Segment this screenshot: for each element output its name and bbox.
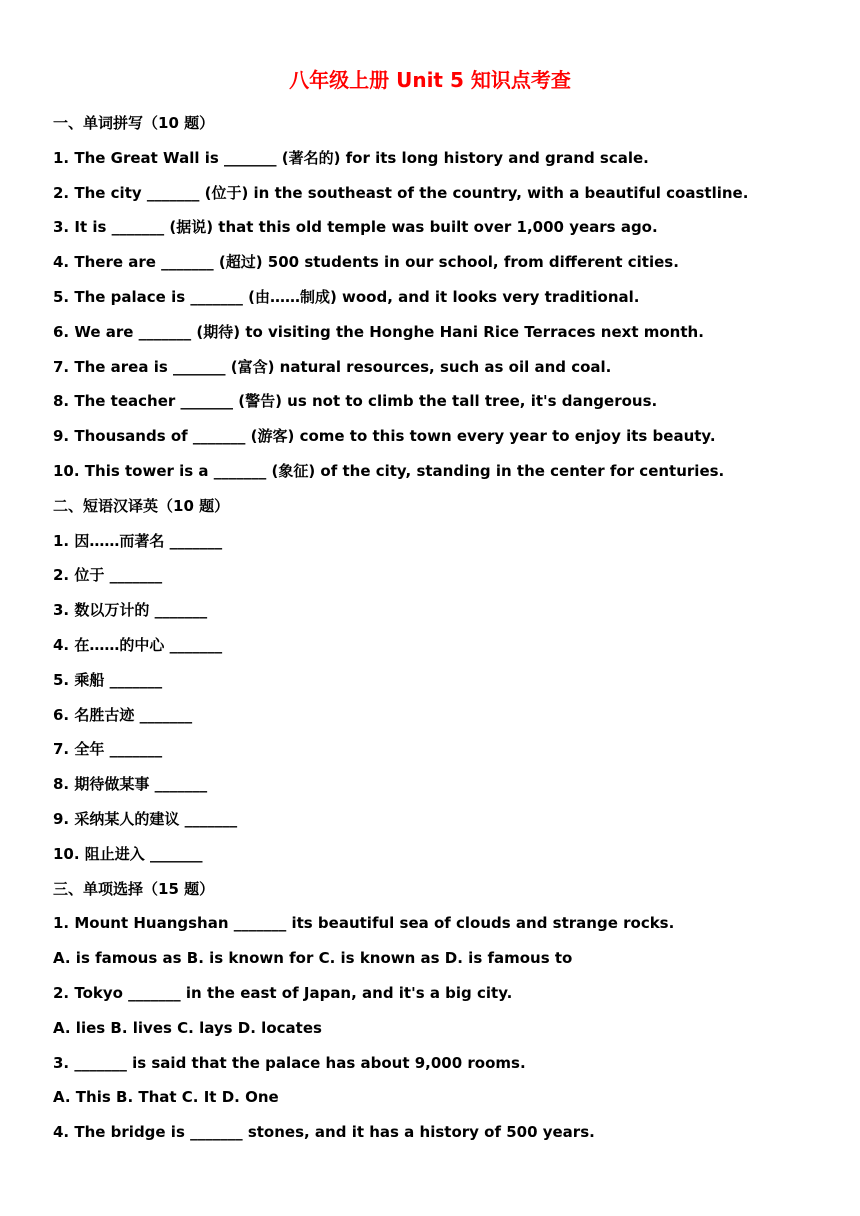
question-line: 1. The Great Wall is _______ (著名的) for its long history and grand scale.: [53, 148, 649, 167]
phrase-line: 2. 位于 _______: [53, 566, 163, 585]
question-line: 2. Tokyo _______ in the east of Japan, and it's a big city.: [53, 983, 513, 1002]
question-line: 10. This tower is a _______ (象征) of the city, standing in the center for centuries.: [53, 461, 725, 480]
section-heading-spelling: 一、单词拼写（10 题）: [53, 114, 215, 132]
phrase-line: 7. 全年 _______: [53, 740, 163, 759]
question-line: 4. The bridge is _______ stones, and it has a history of 500 years.: [53, 1123, 595, 1142]
question-line: 9. Thousands of _______ (游客) come to this town every year to enjoy its beauty.: [53, 427, 716, 446]
options-line: A. lies B. lives C. lays D. locates: [53, 1018, 322, 1037]
phrase-line: 4. 在……的中心 _______: [53, 635, 223, 654]
question-line: 3. _______ is said that the palace has about 9,000 rooms.: [53, 1053, 526, 1072]
phrase-line: 6. 名胜古迹 _______: [53, 705, 193, 724]
document-body: [53, 111, 833, 1155]
phrase-line: 10. 阻止进入 _______: [53, 844, 203, 863]
question-line: 7. The area is _______ (富含) natural resources, such as oil and coal.: [53, 357, 612, 376]
options-line: A. is famous as B. is known for C. is known as D. is famous to: [53, 949, 573, 968]
phrase-line: 3. 数以万计的 _______: [53, 601, 208, 620]
question-line: 6. We are _______ (期待) to visiting the Honghe Hani Rice Terraces next month.: [53, 322, 704, 341]
section-heading-translation: 二、短语汉译英（10 题）: [53, 496, 230, 515]
phrase-line: 1. 因……而著名 _______: [53, 531, 223, 550]
question-line: 3. It is _______ (据说) that this old temple was built over 1,000 years ago.: [53, 218, 658, 237]
phrase-line: 5. 乘船 _______: [53, 670, 163, 689]
section-heading-multiple-choice: 三、单项选择（15 题）: [53, 879, 215, 898]
question-line: 5. The palace is _______ (由……制成) wood, and it looks very traditional.: [53, 287, 640, 306]
phrase-line: 9. 采纳某人的建议 _______: [53, 809, 238, 828]
question-line: 1. Mount Huangshan _______ its beautiful sea of clouds and strange rocks.: [53, 914, 675, 933]
question-line: 8. The teacher _______ (警告) us not to climb the tall tree, it's dangerous.: [53, 392, 658, 411]
phrase-line: 8. 期待做某事 _______: [53, 775, 208, 794]
question-line: 4. There are _______ (超过) 500 students in our school, from different cities.: [53, 253, 679, 272]
document-title: 八年级上册 Unit 5 知识点考查: [289, 68, 571, 92]
options-line: A. This B. That C. It D. One: [53, 1088, 279, 1107]
question-line: 2. The city _______ (位于) in the southeast of the country, with a beautiful coastline.: [53, 183, 749, 202]
